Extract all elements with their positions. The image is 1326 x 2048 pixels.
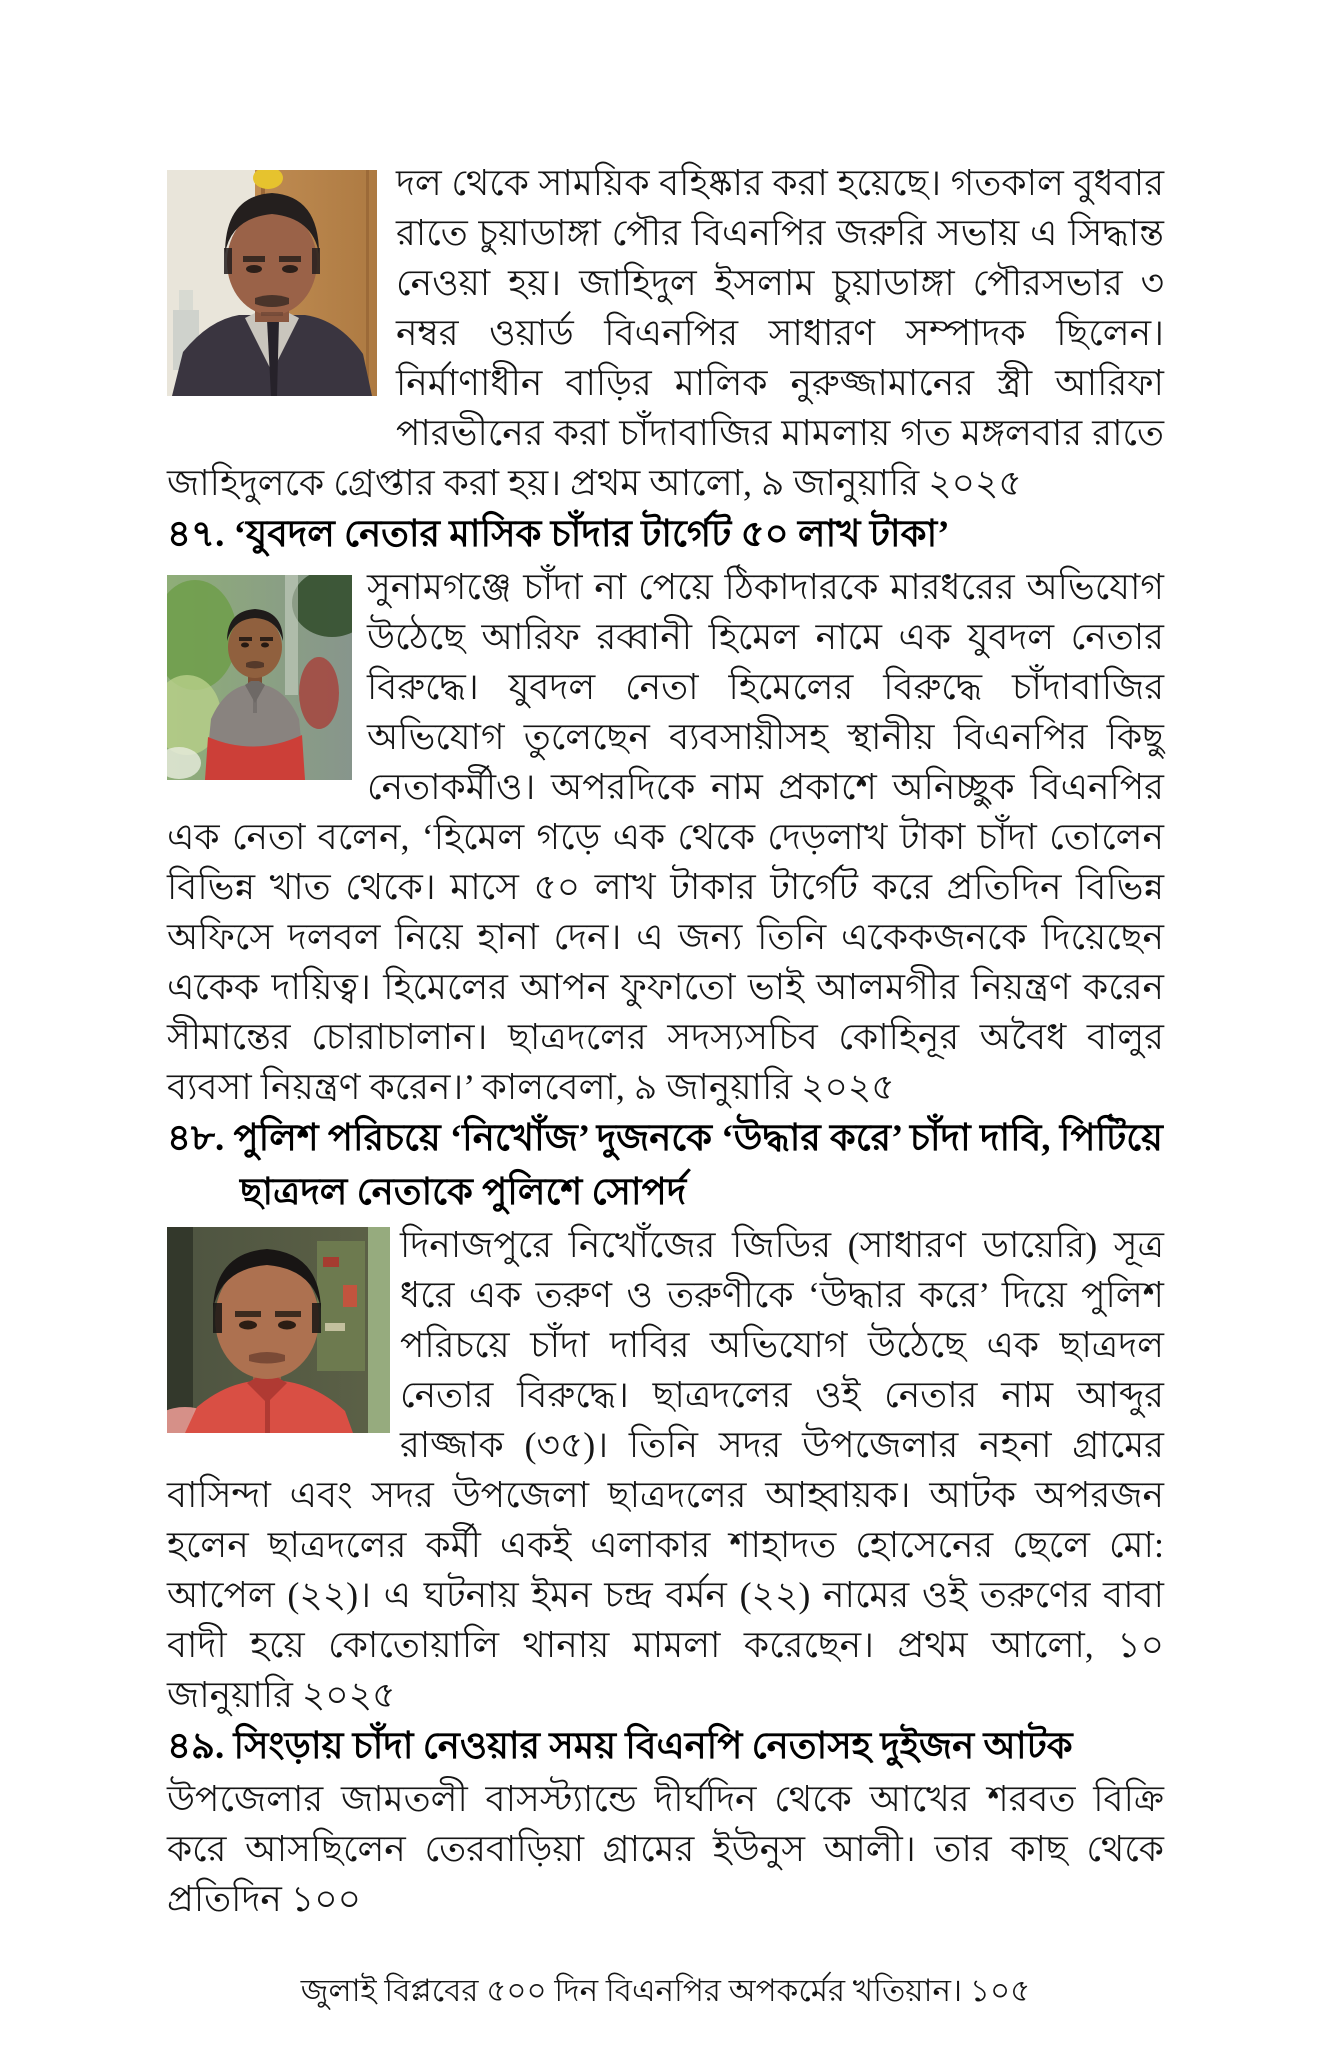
section-48-heading-text: ৪৮. পুলিশ পরিচয়ে ‘নিখোঁজ’ দুজনকে ‘উদ্ধার করে’ চাঁদা দাবি, পিটিয়ে ছাত্রদল নেতাকে পুলিশে সোপর্দ bbox=[167, 1118, 1163, 1213]
page-footer bbox=[167, 1971, 1164, 2011]
section-49-paragraph bbox=[167, 1774, 1164, 1924]
section-47-text: সুনামগঞ্জে চাঁদা না পেয়ে ঠিকাদারকে মারধরের অভিযোগ উঠেছে আরিফ রব্বানী হিমেল নামে এক যুবদল নেতার বিরুদ্ধে। যুবদল নেতা হিমেলের বিরুদ্ধে চাঁদাবাজির অভিযোগ তুলেছেন ব্যবসায়ীসহ স্থানীয় বিএনপির কিছু নেতাকর্মীও। অপরদিকে নাম প্রকাশে অনিচ্ছুক বিএনপির এক নেতা বলেন, ‘হিমেল গড়ে এক থেকে দেড়লাখ টাকা চাঁদা তোলেন বিভিন্ন খাত থেকে। মাসে ৫০ লাখ টাকার টার্গেট করে প্রতিদিন বিভিন্ন অফিসে দলবল নিয়ে হানা দেন। এ জন্য তিনি একেকজনকে দিয়েছেন একেক দায়িত্ব। হিমেলের আপন ফুফাতো ভাই আলমগীর নিয়ন্ত্রণ করেন সীমান্তের চোরাচালান। ছাত্রদলের সদস্যসচিব কোহিনূর অবৈধ বালুর ব্যবসা নিয়ন্ত্রণ করেন।’ কালবেলা, ৯ জানুয়ারি ২০২৫ bbox=[167, 567, 1164, 1107]
section-48-paragraph bbox=[167, 1220, 1164, 1720]
section-49-heading bbox=[167, 1720, 1164, 1774]
photo-man-red-shirt-illustration bbox=[167, 1227, 390, 1433]
section-48-heading bbox=[167, 1112, 1164, 1220]
photo-man-polo-shirt bbox=[167, 575, 352, 780]
photo-man-dark-jacket-illustration bbox=[167, 170, 377, 396]
footer-running-title-and-page-number: জুলাই বিপ্লবের ৫০০ দিন বিএনপির অপকর্মের খতিয়ান। ১০৫ bbox=[300, 1973, 1031, 2008]
section-48-text: দিনাজপুরে নিখোঁজের জিডির (সাধারণ ডায়েরি) সূত্র ধরে এক তরুণ ও তরুণীকে ‘উদ্ধার করে’ দিয়ে পুলিশ পরিচয়ে চাঁদা দাবির অভিযোগ উঠেছে এক ছাত্রদল নেতার বিরুদ্ধে। ছাত্রদলের ওই নেতার নাম আব্দুর রাজ্জাক (৩৫)। তিনি সদর উপজেলার নহনা গ্রামের বাসিন্দা এবং সদর উপজেলা ছাত্রদলের আহ্বায়ক। আটক অপরজন হলেন ছাত্রদলের কর্মী একই এলাকার শাহাদত হোসেনের ছেলে মো: আপেল (২২)। এ ঘটনায় ইমন চন্দ্র বর্মন (২২) নামের ওই তরুণের বাবা বাদী হয়ে কোতোয়ালি থানায় মামলা করেছেন। প্রথম আলো, ১০ জানুয়ারি ২০২৫ bbox=[167, 1225, 1164, 1715]
photo-man-dark-jacket bbox=[167, 170, 377, 396]
section-47-heading bbox=[167, 508, 1164, 562]
photo-man-red-shirt bbox=[167, 1227, 390, 1433]
section-49-heading-text: ৪৯. সিংড়ায় চাঁদা নেওয়ার সময় বিএনপি নেতাসহ দুইজন আটক bbox=[167, 1726, 1073, 1767]
intro-text: দল থেকে সাময়িক বহিষ্কার করা হয়েছে। গতকাল বুধবার রাতে চুয়াডাঙ্গা পৌর বিএনপির জরুরি সভায় এ সিদ্ধান্ত নেওয়া হয়। জাহিদুল ইসলাম চুয়াডাঙ্গা পৌরসভার ৩ নম্বর ওয়ার্ড বিএনপির সাধারণ সম্পাদক ছিলেন। নির্মাণাধীন বাড়ির মালিক নুরুজ্জামানের স্ত্রী আরিফা পারভীনের করা চাঁদাবাজির মামলায় গত মঙ্গলবার রাতে জাহিদুলকে গ্রেপ্তার করা হয়। প্রথম আলো, ৯ জানুয়ারি ২০২৫ bbox=[167, 163, 1164, 503]
page-content bbox=[0, 158, 1326, 2011]
section-49-text: উপজেলার জামতলী বাসস্ট্যান্ডে দীর্ঘদিন থেকে আখের শরবত বিক্রি করে আসছিলেন তেরবাড়িয়া গ্রামের ইউনুস আলী। তার কাছ থেকে প্রতিদিন ১০০ bbox=[167, 1779, 1164, 1919]
intro-paragraph bbox=[167, 158, 1164, 508]
photo-man-polo-shirt-illustration bbox=[167, 575, 352, 780]
section-47-paragraph bbox=[167, 562, 1164, 1112]
section-47-heading-text: ৪৭. ‘যুবদল নেতার মাসিক চাঁদার টার্গেট ৫০ লাখ টাকা’ bbox=[167, 514, 950, 555]
